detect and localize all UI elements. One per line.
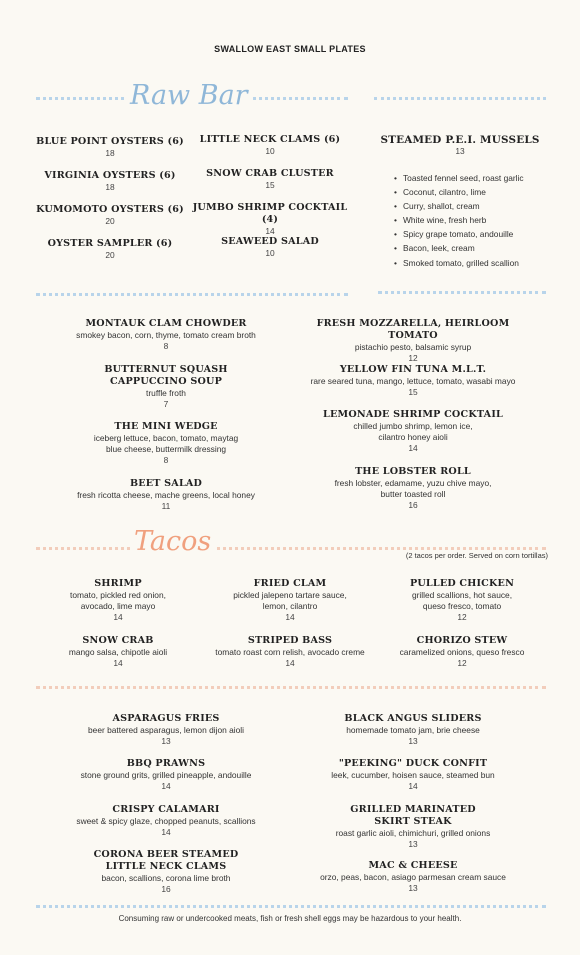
item-name: BEET SALAD — [129, 478, 203, 489]
item-name: THE MINI WEDGE — [114, 421, 218, 432]
item-description: tomato, pickled red onion, — [70, 590, 166, 600]
item-name: BLACK ANGUS SLIDERS — [344, 713, 482, 724]
item-description: rare seared tuna, mango, lettuce, tomato, wasabi mayo — [310, 376, 516, 386]
menu-item — [30, 170, 190, 193]
list-item: • Spicy grape tomato, andouille — [394, 227, 524, 241]
item-name: "PEEKING" DUCK CONFIT — [338, 758, 488, 769]
item-name: KUMOMOTO OYSTERS (6) — [36, 204, 184, 215]
item-description: butter toasted roll — [380, 489, 446, 499]
menu-item — [52, 713, 280, 747]
item-name: BUTTERNUT SQUASH — [104, 364, 228, 375]
item-description: queso fresco, tomato — [422, 601, 502, 611]
menu-item — [30, 204, 190, 227]
item-description: iceberg lettuce, bacon, tomato, maytag — [93, 433, 239, 443]
menu-item — [374, 635, 550, 669]
item-price: 10 — [265, 146, 275, 156]
list-item: • Coconut, cilantro, lime — [394, 185, 524, 199]
item-description: leek, cucumber, hoisen sauce, steamed bun — [331, 770, 495, 780]
item-price: 18 — [105, 182, 115, 192]
item-name: GRILLED MARINATED — [350, 804, 476, 815]
item-price: 14 — [285, 612, 295, 622]
menu-item — [296, 364, 530, 398]
list-item: • Smoked tomato, grilled scallion — [394, 256, 524, 270]
menu-item — [296, 466, 530, 511]
list-item: • Curry, shallot, cream — [394, 199, 524, 213]
item-name: PULLED CHICKEN — [409, 578, 515, 589]
item-description: pistachio pesto, balsamic syrup — [354, 342, 472, 352]
item-description: cilantro honey aioli — [378, 432, 448, 442]
item-price: 12 — [408, 353, 418, 363]
menu-item — [52, 478, 280, 512]
item-name: SNOW CRAB CLUSTER — [206, 168, 334, 179]
menu-item — [296, 409, 530, 454]
item-price: 14 — [113, 612, 123, 622]
menu-item — [296, 804, 530, 850]
item-price: 16 — [408, 500, 418, 510]
menu-item — [30, 136, 190, 159]
item-description: fresh lobster, edamame, yuzu chive mayo, — [334, 478, 492, 488]
item-name: FRESH MOZZARELLA, HEIRLOOM TOMATO — [316, 318, 510, 341]
item-description: caramelized onions, queso fresco — [399, 647, 525, 657]
item-description: smokey bacon, corn, thyme, tomato cream broth — [76, 330, 256, 340]
item-price: 14 — [161, 827, 171, 837]
item-name: SNOW CRAB — [82, 635, 154, 646]
item-description: avocado, lime mayo — [80, 601, 156, 611]
item-name: CAPPUCCINO SOUP — [110, 376, 222, 387]
list-item: • Toasted fennel seed, roast garlic — [394, 171, 524, 185]
mussels-options-list — [394, 171, 524, 270]
menu-item — [190, 635, 390, 669]
item-price: 16 — [161, 884, 171, 894]
menu-item — [202, 578, 378, 623]
item-description: grilled scallions, hot sauce, — [411, 590, 513, 600]
item-name: STEAMED P.E.I. MUSSELS — [380, 134, 540, 146]
item-name: CHORIZO STEW — [416, 635, 508, 646]
section-divider — [378, 291, 546, 294]
menu-item — [52, 758, 280, 792]
tacos-divider — [36, 547, 546, 550]
item-name: VIRGINIA OYSTERS (6) — [44, 170, 176, 181]
menu-item — [52, 364, 280, 410]
menu-item — [190, 202, 350, 237]
menu-item — [52, 421, 280, 466]
item-price: 8 — [163, 341, 169, 351]
item-price: 14 — [161, 781, 171, 791]
item-name: LITTLE NECK CLAMS (6) — [199, 134, 341, 145]
menu-item — [374, 578, 550, 623]
item-name: SHRIMP — [94, 578, 142, 589]
item-price: 12 — [457, 612, 467, 622]
item-description: fresh ricotta cheese, mache greens, local honey — [77, 490, 255, 500]
mussels-item — [374, 134, 546, 157]
menu-item — [52, 849, 280, 895]
item-name: BBQ PRAWNS — [126, 758, 206, 769]
item-price: 14 — [113, 658, 123, 668]
item-name: MONTAUK CLAM CHOWDER — [85, 318, 247, 329]
section-divider — [36, 293, 348, 296]
item-name: LITTLE NECK CLAMS — [105, 861, 227, 872]
item-description: chilled jumbo shrimp, lemon ice, — [353, 421, 473, 431]
item-price: 13 — [408, 839, 418, 849]
item-description: pickled jalepeno tartare sauce, — [233, 590, 347, 600]
menu-item — [296, 860, 530, 894]
footer-divider — [36, 905, 546, 908]
item-price: 14 — [285, 658, 295, 668]
item-name: YELLOW FIN TUNA M.L.T. — [339, 364, 487, 375]
menu-item — [30, 578, 206, 623]
item-name: SKIRT STEAK — [374, 816, 452, 827]
item-price: 8 — [163, 455, 169, 465]
menu-item — [296, 758, 530, 792]
item-description: bacon, scallions, corona lime broth — [101, 873, 231, 883]
item-price: 14 — [265, 226, 275, 236]
item-price: 12 — [457, 658, 467, 668]
item-price: 20 — [105, 250, 115, 260]
item-description: truffle froth — [146, 388, 186, 398]
menu-item — [30, 238, 190, 261]
item-name: CORONA BEER STEAMED — [93, 849, 239, 860]
item-price: 14 — [408, 781, 418, 791]
item-name: CRISPY CALAMARI — [112, 804, 220, 815]
item-price: 14 — [408, 443, 418, 453]
item-price: 15 — [408, 387, 418, 397]
item-name: STRIPED BASS — [247, 635, 333, 646]
item-price: 18 — [105, 148, 115, 158]
item-description: orzo, peas, bacon, asiago parmesan cream sauce — [320, 872, 506, 882]
item-name: FRIED CLAM — [253, 578, 327, 589]
raw-bar-heading: Raw Bar — [126, 82, 252, 109]
menu-item — [52, 318, 280, 352]
menu-item — [190, 134, 350, 157]
menu-item — [190, 236, 350, 259]
page-title: SWALLOW EAST SMALL PLATES — [214, 44, 366, 54]
section-divider — [36, 686, 546, 689]
tacos-heading: Tacos — [130, 528, 215, 555]
menu-item — [296, 713, 530, 747]
menu-item — [30, 635, 206, 669]
item-description: roast garlic aioli, chimichuri, grilled onions — [335, 828, 491, 838]
item-description: blue cheese, buttermilk dressing — [105, 444, 227, 454]
menu-item — [190, 168, 350, 191]
item-price: 13 — [455, 146, 465, 156]
item-name: MAC & CHEESE — [368, 860, 458, 871]
item-description: tomato roast corn relish, avocado creme — [215, 647, 365, 657]
raw-bar-divider-right — [374, 97, 546, 100]
item-description: stone ground grits, grilled pineapple, andouille — [80, 770, 252, 780]
item-price: 13 — [408, 883, 418, 893]
item-price: 11 — [161, 501, 171, 511]
item-description: sweet & spicy glaze, chopped peanuts, scallions — [76, 816, 256, 826]
item-description: mango salsa, chipotle aioli — [68, 647, 168, 657]
menu-item — [296, 318, 530, 364]
item-description: beer battered asparagus, lemon dijon aioli — [88, 725, 244, 735]
item-name: THE LOBSTER ROLL — [355, 466, 471, 477]
health-disclaimer: Consuming raw or undercooked meats, fish or fresh shell eggs may be hazardous to your health. — [118, 914, 462, 923]
tacos-note: (2 tacos per order. Served on corn tortillas) — [405, 551, 548, 560]
item-price: 20 — [105, 216, 115, 226]
item-name: OYSTER SAMPLER (6) — [47, 238, 173, 249]
item-description: homemade tomato jam, brie cheese — [346, 725, 480, 735]
item-price: 7 — [163, 399, 169, 409]
item-name: LEMONADE SHRIMP COCKTAIL — [323, 409, 503, 420]
item-price: 10 — [265, 248, 275, 258]
item-name: BLUE POINT OYSTERS (6) — [36, 136, 184, 147]
item-price: 15 — [265, 180, 275, 190]
item-price: 13 — [161, 736, 171, 746]
list-item: • Bacon, leek, cream — [394, 241, 524, 255]
menu-item — [52, 804, 280, 838]
list-item: • White wine, fresh herb — [394, 213, 524, 227]
item-name: SEAWEED SALAD — [221, 236, 319, 247]
item-price: 13 — [408, 736, 418, 746]
item-name: JUMBO SHRIMP COCKTAIL (4) — [192, 202, 348, 225]
item-name: ASPARAGUS FRIES — [112, 713, 220, 724]
item-description: lemon, cilantro — [262, 601, 318, 611]
